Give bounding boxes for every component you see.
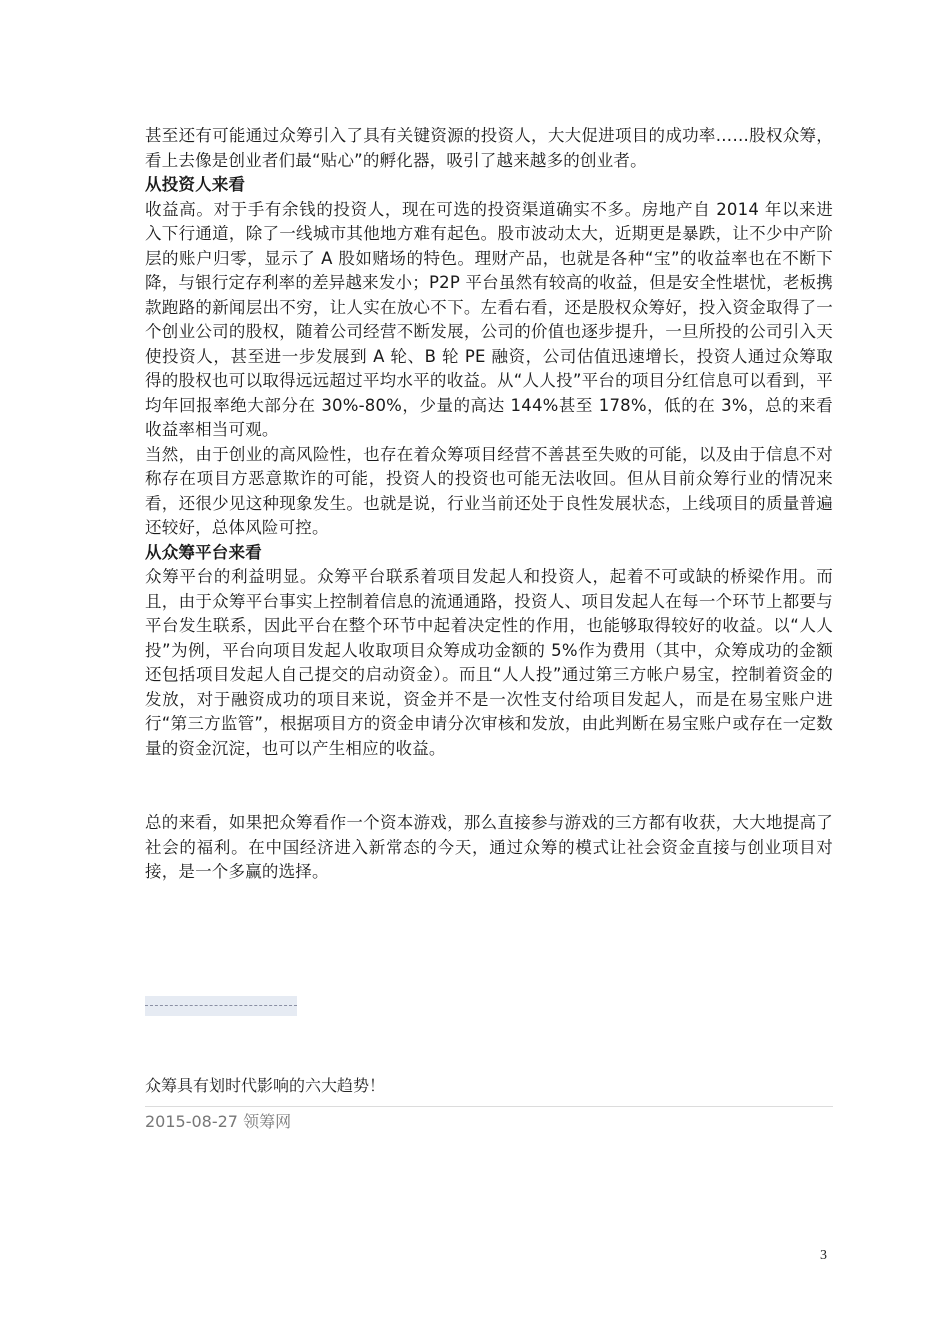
dashed-separator <box>145 996 297 1016</box>
section-heading-investor: 从投资人来看 <box>145 175 246 194</box>
platform-paragraph: 众筹平台的利益明显。众筹平台联系着项目发起人和投资人，起着不可或缺的桥梁作用。而且，由于众筹平台事实上控制着信息的流通通路，投资人、项目发起人在每一个环节上都要与平台发生联系，因此平台在整个环节中起着决定性的作用，也能够取得较好的收益。以“人人投”为例，平台向项目发起人收取项目众筹成功金额的 5%作为费用（其中，众筹成功的金额还包括项目发起人自己提交的启动资金）。而且“人人投”通过第三方帐户易宝，控制着资金的发放，对于融资成功的项目来说，资金并不是一次性支付给项目发起人，而是在易宝账户进行“第三方监管”，根据项目方的资金申请分次审核和发放，由此判断在易宝账户或存在一定数量的资金沉淀，也可以产生相应的收益。 <box>145 567 833 758</box>
investor-paragraph-returns: 收益高。对于手有余钱的投资人，现在可选的投资渠道确实不多。房地产自 2014 年以来进入下行通道，除了一线城市其他地方难有起色。股市波动太大，近期更是暴跌，让不少中产阶层的账户归零，显示了 A 股如赌场的特色。理财产品，也就是各种“宝”的收益率也在不断下降，与银行定存利率的差异越来发小；P2P 平台虽然有较高的收益，但是安全性堪忧，老板携款跑路的新闻层出不穷，让人实在放心不下。左看右看，还是股权众筹好，投入资金取得了一个创业公司的股权，随着公司经营不断发展，公司的价值也逐步提升，一旦所投的公司引入天使投资人，甚至进一步发展到 A 轮、B 轮 PE 融资，公司估值迅速增长，投资人通过众筹取得的股权也可以取得远远超过平均水平的收益。从“人人投”平台的项目分红信息可以看到，平均年回报率绝大部分在 30%-80%，少量的高达 144%甚至 178%，低的在 3%，总的来看收益率相当可观。 <box>145 199 833 439</box>
next-article-title[interactable]: 众筹具有划时代影响的六大趋势！ <box>145 1076 386 1095</box>
article-body <box>145 124 833 885</box>
meta-divider <box>145 1106 833 1107</box>
conclusion-paragraph: 总的来看，如果把众筹看作一个资本游戏，那么直接参与游戏的三方都有收获，大大地提高了社会的福利。在中国经济进入新常态的今天，通过众筹的模式让社会资金直接与创业项目对接，是一个多赢的选择。 <box>145 813 833 881</box>
intro-paragraph: 甚至还有可能通过众筹引入了具有关键资源的投资人，大大促进项目的成功率……股权众筹，看上去像是创业者们最“贴心”的孵化器，吸引了越来越多的创业者。 <box>145 126 833 170</box>
section-heading-platform: 从众筹平台来看 <box>145 542 262 562</box>
page-number: 3 <box>820 1248 827 1263</box>
separator-dash-line <box>145 1005 297 1006</box>
paragraph-spacer <box>145 761 833 811</box>
article-meta: 2015-08-27 领筹网 <box>145 1112 292 1131</box>
investor-paragraph-risk: 当然，由于创业的高风险性，也存在着众筹项目经营不善甚至失败的可能，以及由于信息不对称存在项目方恶意欺诈的可能，投资人的投资也可能无法收回。但从目前众筹行业的情况来看，还很少见这种现象发生。也就是说，行业当前还处于良性发展状态，上线项目的质量普遍还较好，总体风险可控。 <box>145 444 833 537</box>
